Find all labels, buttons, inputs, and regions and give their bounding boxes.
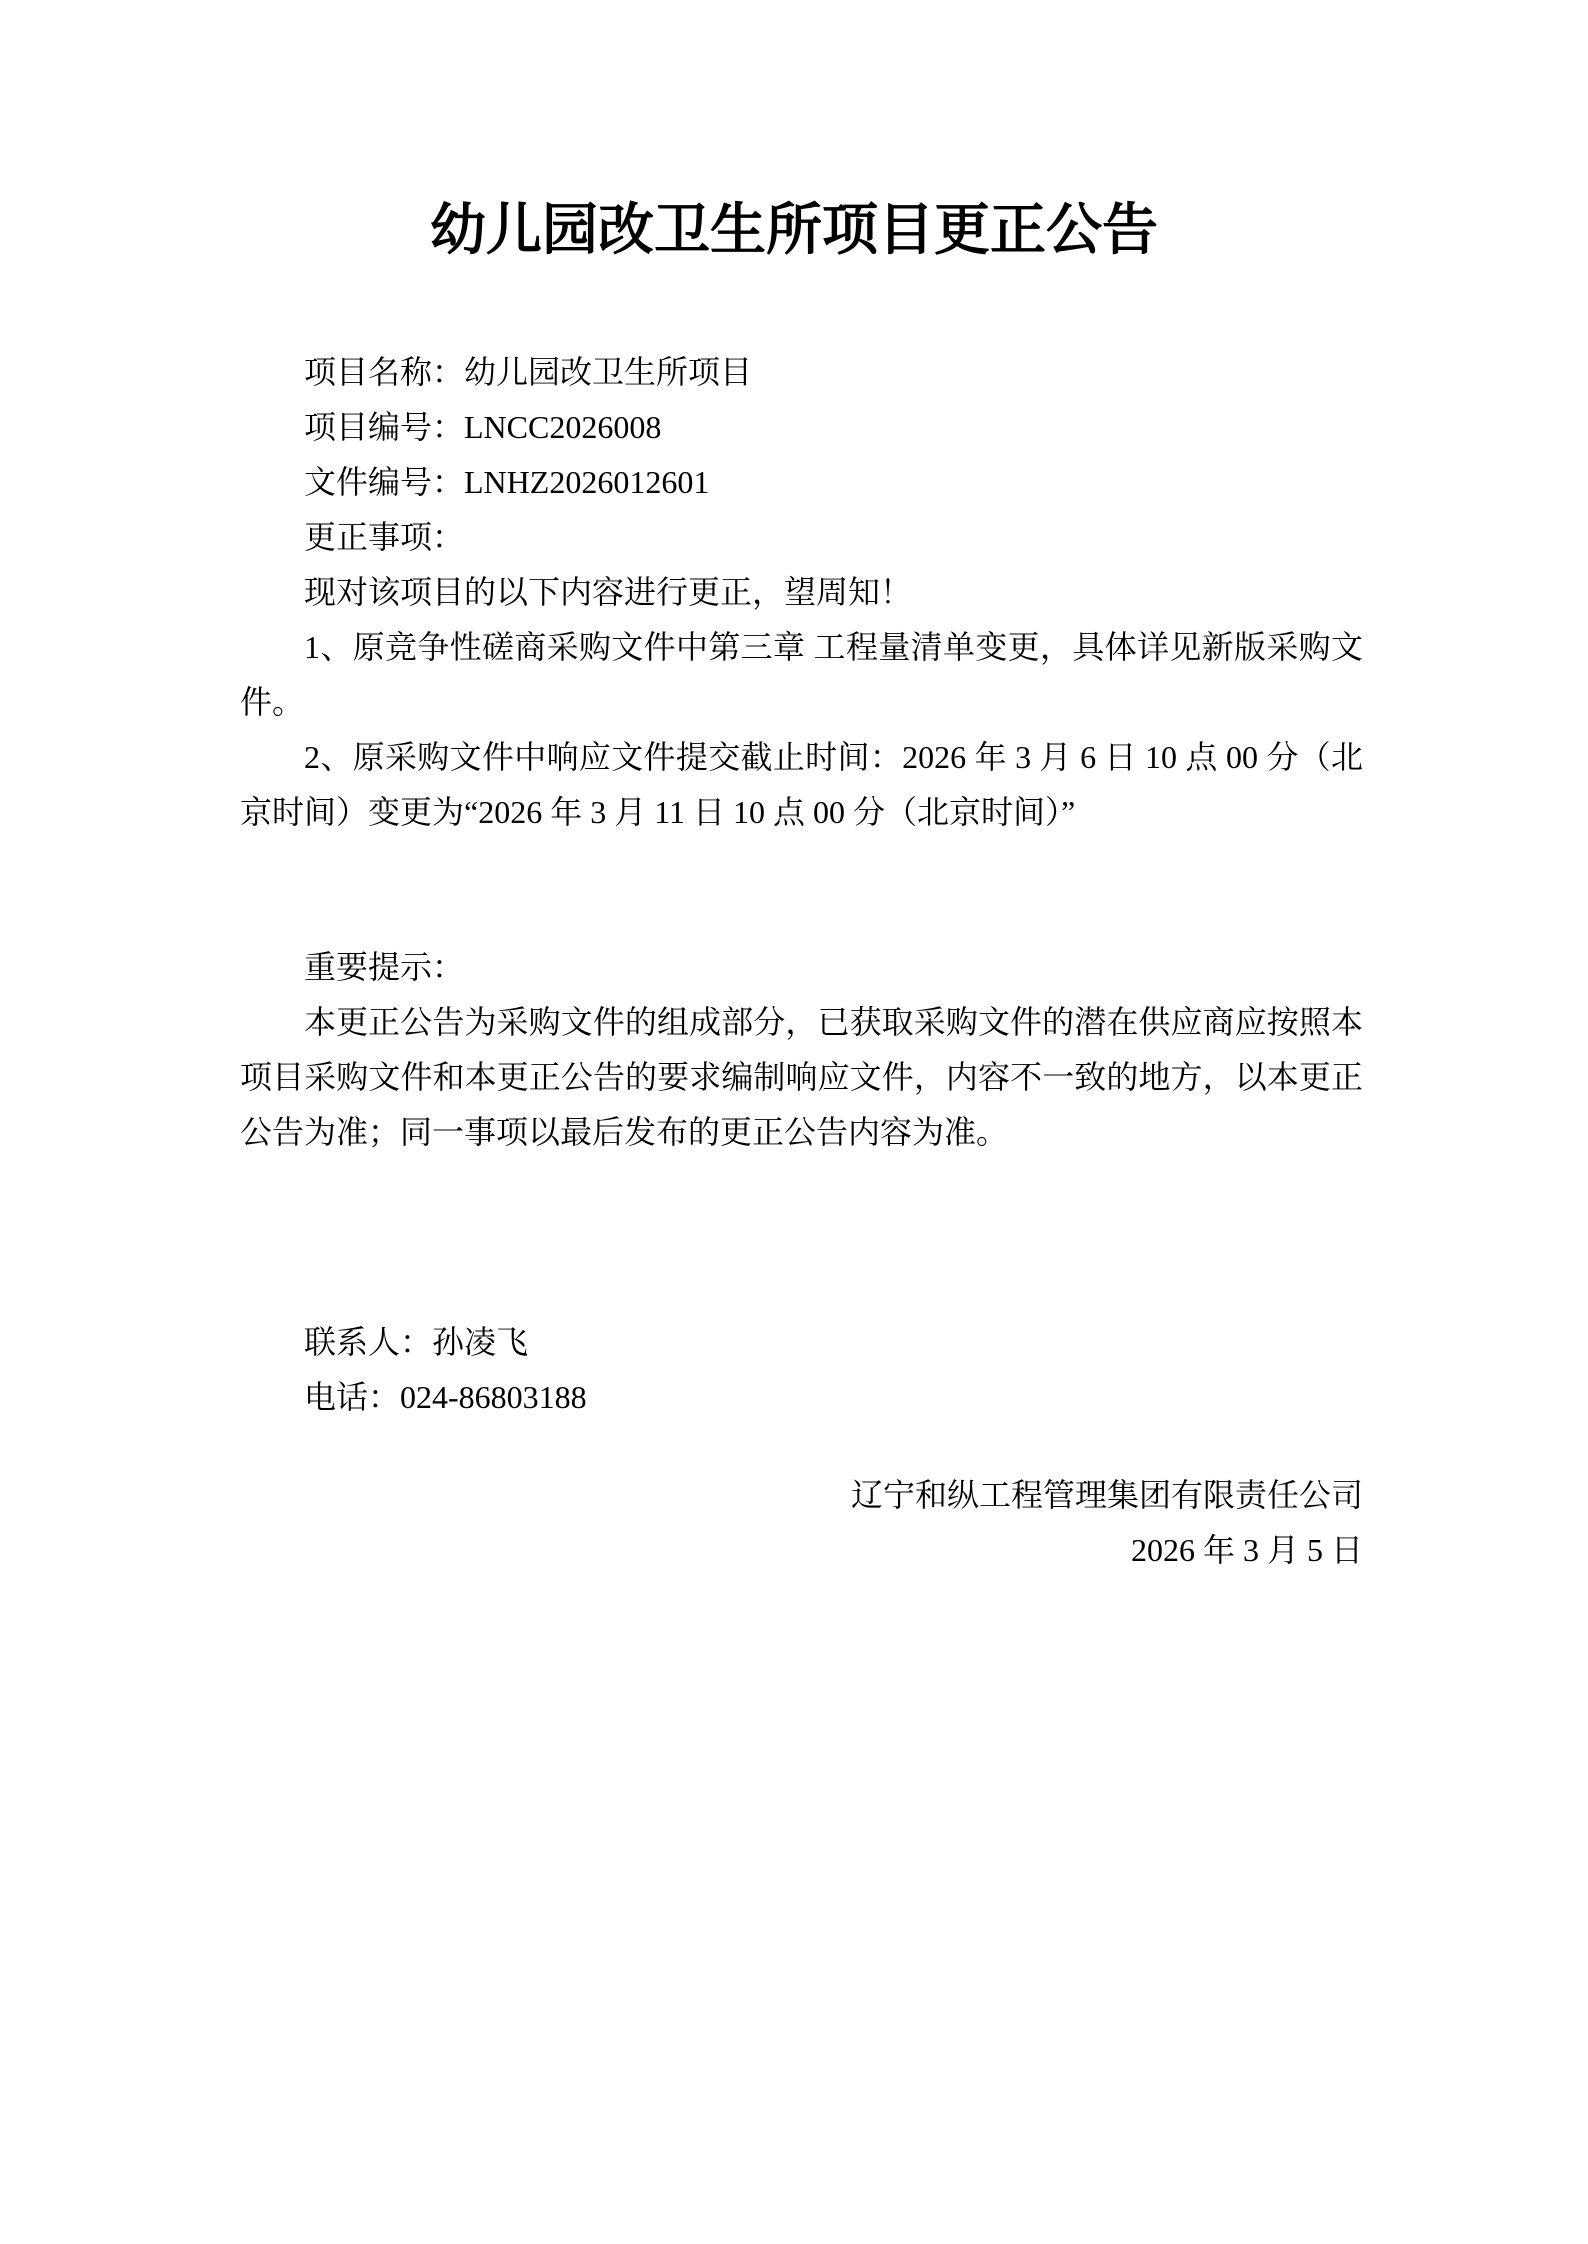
correction-item-1: 1、原竞争性磋商采购文件中第三章 工程量清单变更，具体详见新版采购文件。 <box>240 629 1363 720</box>
contact-person-line: 联系人：孙凌飞 <box>304 1324 529 1360</box>
correction-matters-heading: 更正事项： <box>304 519 465 555</box>
document-body <box>0 345 1588 1578</box>
project-number-line: 项目编号：LNCC2026008 <box>304 409 662 445</box>
signature-date: 2026 年 3 月 5 日 <box>1130 1532 1363 1568</box>
important-notice-heading: 重要提示： <box>304 949 465 985</box>
signature-company: 辽宁和纵工程管理集团有限责任公司 <box>850 1477 1363 1513</box>
important-notice-body: 本更正公告为采购文件的组成部分，已获取采购文件的潜在供应商应按照本项目采购文件和本更正公告的要求编制响应文件，内容不一致的地方，以本更正公告为准；同一事项以最后发布的更正公告内容为准。 <box>240 1004 1363 1150</box>
page-title: 幼儿园改卫生所项目更正公告 <box>430 200 1158 262</box>
contact-phone-line: 电话：024-86803188 <box>304 1379 587 1415</box>
file-number-line: 文件编号：LNHZ2026012601 <box>304 464 710 500</box>
correction-item-2: 2、原采购文件中响应文件提交截止时间：2026 年 3 月 6 日 10 点 00 分（北京时间）变更为“2026 年 3 月 11 日 10 点 00 分（北京时间）” <box>240 739 1363 830</box>
correction-intro-line: 现对该项目的以下内容进行更正，望周知！ <box>304 574 913 610</box>
project-name-line: 项目名称：幼儿园改卫生所项目 <box>304 354 753 390</box>
